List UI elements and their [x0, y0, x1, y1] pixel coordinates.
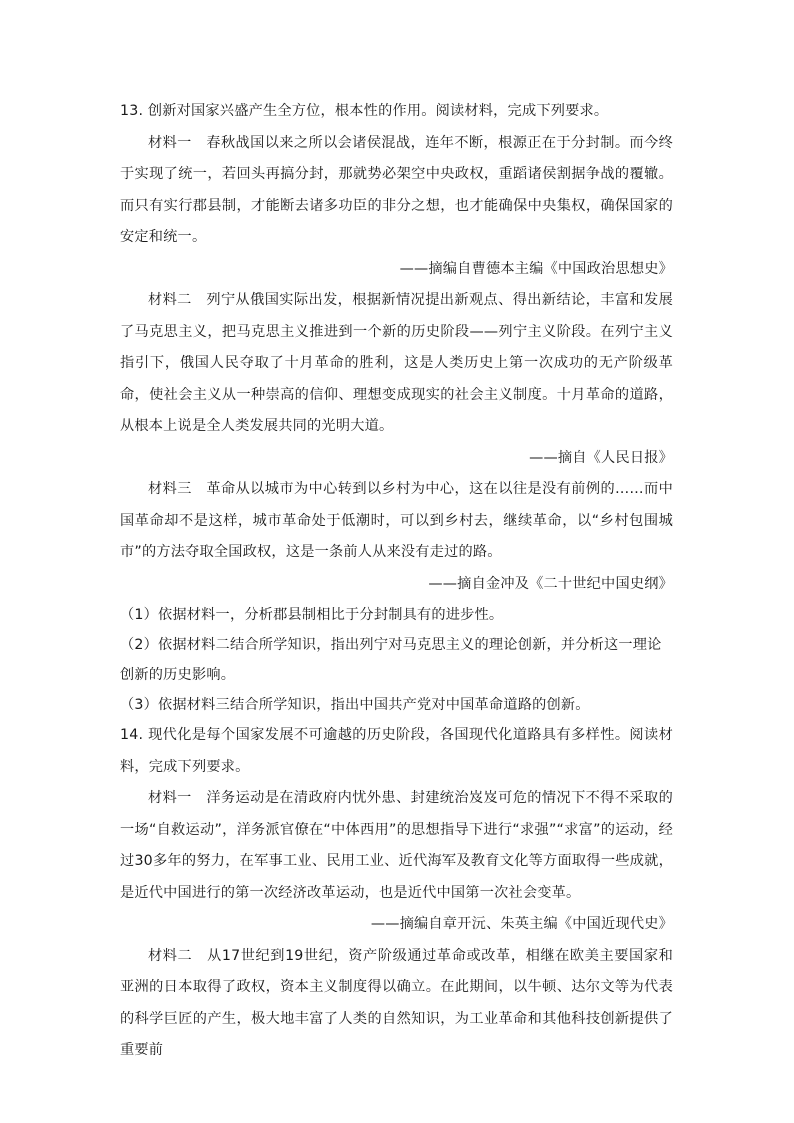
q13-source-3: ——摘自金冲及《二十世纪中国史纲》	[428, 575, 673, 592]
q13-material-3: 材料三 革命从以城市为中心转到以乡村为中心，这在以往是没有前例的……而中国革命却不是这样，城市革命处于低潮时，可以到乡村去，继续革命，以“乡村包围城市”的方法夺取全国政权，这是一条前人从来没有走过的路。	[120, 481, 673, 560]
q13-material-1: 材料一 春秋战国以来之所以会诸侯混战，连年不断，根源正在于分封制。而今终于实现了统一，若回头再搞分封，那就势必架空中央政权，重蹈诸侯割据争战的覆辙。而只有实行郡县制，才能断去诸多功臣的非分之想，也才能确保中央集权，确保国家的安定和统一。	[120, 134, 673, 245]
document-page	[120, 96, 673, 1067]
q13-stem: 13. 创新对国家兴盛产生全方位，根本性的作用。阅读材料，完成下列要求。	[120, 103, 609, 119]
q14-material-1: 材料一 洋务运动是在清政府内忧外患、封建统治岌岌可危的情况下不得不采取的一场“自救运动”，洋务派官僚在“中体西用”的思想指导下进行“求强”“求富”的运动，经过30多年的努力，在军事工业、民用工业、近代海军及教育文化等方面取得一些成就，是近代中国进行的第一次经济改革运动，也是近代中国第一次社会变革。	[120, 790, 673, 901]
q14-material-2: 材料二 从17世纪到19世纪，资产阶级通过革命或改革，相继在欧美主要国家和亚洲的日本取得了政权，资本主义制度得以确立。在此期间，以牛顿、达尔文等为代表的科学巨匠的产生，极大地丰富了人类的自然知识，为工业革命和其他科技创新提供了重要前	[120, 947, 673, 1058]
q13-source-1: ——摘编自曹德本主编《中国政治思想史》	[399, 260, 673, 277]
q13-question-2: （2）依据材料二结合所学知识，指出列宁对马克思主义的理论创新，并分析这一理论创新的历史影响。	[120, 637, 662, 683]
q14-source-1: ——摘编自章开沅、朱英主编《中国近现代史》	[370, 916, 673, 932]
q14-stem: 14. 现代化是每个国家发展不可逾越的历史阶段，各国现代化道路具有多样性。阅读材料，完成下列要求。	[120, 727, 673, 775]
q13-question-3: （3）依据材料三结合所学知识，指出中国共产党对中国革命道路的创新。	[120, 697, 590, 713]
q13-question-1: （1）依据材料一，分析郡县制相比于分封制具有的进步性。	[120, 607, 504, 623]
q13-material-2: 材料二 列宁从俄国实际出发，根据新情况提出新观点、得出新结论，丰富和发展了马克思主义，把马克思主义推进到一个新的历史阶段——列宁主义阶段。在列宁主义指引下，俄国人民夺取了十月革命的胜利，这是人类历史上第一次成功的无产阶级革命，使社会主义从一种崇高的信仰、理想变成现实的社会主义制度。十月革命的道路，从根本上说是全人类发展共同的光明大道。	[120, 292, 673, 434]
q13-source-2: ——摘自《人民日报》	[529, 449, 673, 466]
